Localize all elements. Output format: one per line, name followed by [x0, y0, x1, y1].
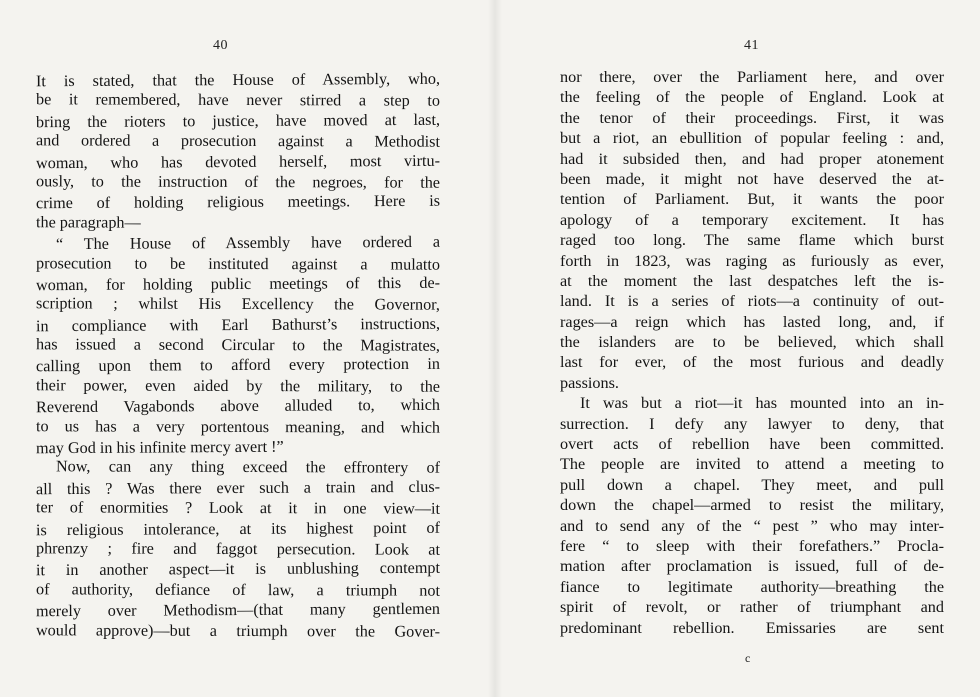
- text-line: ter of enormities ? Look at it in one view—it: [35, 498, 441, 518]
- text-line: fere “ to sleep with their forefathers.” Procla-: [560, 536, 944, 555]
- text-line: ously, to the instruction of the negroes, for the: [35, 172, 441, 192]
- text-line: It was but a riot—it has mounted into an in-: [580, 394, 944, 413]
- text-line: be it remembered, have never stirred a step to: [35, 90, 441, 111]
- text-line: all this ? Was there ever such a train and clus-: [35, 477, 441, 499]
- book-gutter: [488, 0, 502, 697]
- text-line: pull down a chapel. They meet, and pull: [560, 475, 944, 494]
- right-page-number: 41: [744, 38, 759, 53]
- text-line: bring the rioters to justice, have moved at last,: [35, 110, 441, 132]
- text-line: “ The House of Assembly have ordered a: [55, 232, 441, 254]
- text-line: and to send any of the “ pest ” who may inter-: [560, 516, 944, 535]
- signature-mark: c: [745, 651, 751, 665]
- text-line: passions.: [560, 373, 619, 392]
- text-line: surrection. I defy any lawyer to deny, that: [560, 414, 944, 433]
- left-page-text: [36, 70, 440, 641]
- text-line: would approve)—but a triumph over the Gover-: [35, 620, 441, 641]
- text-line: The people are invited to attend a meeting to: [560, 455, 944, 474]
- text-line: it in another aspect—it is unblushing contempt: [35, 559, 441, 580]
- text-line: It is stated, that the House of Assembly, who,: [35, 69, 441, 91]
- text-line: down the chapel—armed to resist the military,: [560, 496, 944, 515]
- text-line: crime of holding religious meetings. Here is: [35, 192, 441, 213]
- text-line: may God in his infinite mercy avert !”: [35, 437, 284, 458]
- text-line: nor there, over the Parliament here, and over: [560, 68, 944, 86]
- text-line: the feeling of the people of England. Look at: [560, 88, 944, 107]
- left-page: [36, 0, 440, 697]
- text-line: tention of Parliament. But, it wants the poor: [560, 190, 944, 209]
- text-line: overt acts of rebellion have been committed.: [560, 435, 944, 454]
- text-line: forth in 1823, was raging as furiously as ever,: [560, 251, 944, 270]
- text-line: but a riot, an ebullition of popular feeling : and,: [560, 129, 944, 148]
- text-line: Now, can any thing exceed the effrontery of: [55, 457, 441, 478]
- text-line: been made, it might not have deserved the at-: [560, 169, 944, 188]
- text-line: spirit of revolt, or rather of triumphant and: [560, 598, 944, 617]
- text-line: calling upon them to afford every protection in: [35, 355, 441, 376]
- text-line: had it subsided then, and had proper atonement: [560, 149, 944, 168]
- text-line: land. It is a series of riots—a continuity of out-: [560, 292, 944, 311]
- right-page: [560, 0, 944, 697]
- text-line: Reverend Vagabonds above alluded to, which: [35, 396, 441, 417]
- text-line: woman, who has devoted herself, most virtu-: [35, 151, 441, 172]
- text-line: the tenor of their proceedings. First, it was: [560, 108, 944, 127]
- right-page-text: [560, 67, 944, 638]
- text-line: raged too long. The same flame which burst: [560, 231, 944, 250]
- text-line: prosecution to be instituted against a mulatto: [35, 253, 441, 274]
- text-line: phrenzy ; fire and faggot persecution. Look at: [35, 539, 441, 559]
- text-line: last for ever, of the most furious and deadly: [560, 353, 944, 372]
- text-line: apology of a temporary excitement. It has: [560, 210, 944, 229]
- text-line: at the moment the last despatches left the is-: [560, 271, 944, 290]
- left-page-number: 40: [213, 38, 228, 53]
- text-line: to us has a very portentous meaning, and which: [35, 416, 441, 437]
- text-line: of authority, defiance of law, a triumph not: [35, 580, 441, 600]
- text-line: is religious intolerance, at its highest point of: [35, 518, 441, 539]
- text-line: rages—a reign which has lasted long, and, if: [560, 312, 944, 331]
- text-line: mation after proclamation is issued, full of de-: [560, 557, 944, 576]
- text-line: fiance to legitimate authority—breathing the: [560, 577, 944, 596]
- text-line: has issued a second Circular to the Magistrates,: [35, 335, 441, 355]
- text-line: in compliance with Earl Bathurst’s instructions,: [35, 314, 441, 335]
- text-line: the islanders are to be believed, which shall: [560, 333, 944, 352]
- text-line: and ordered a prosecution against a Methodist: [35, 131, 441, 151]
- text-line: scription ; whilst His Excellency the Governor,: [35, 294, 441, 315]
- text-line: woman, for holding public meetings of this de-: [35, 273, 441, 295]
- text-line: their power, even aided by the military, to the: [35, 376, 441, 396]
- text-line: predominant rebellion. Emissaries are sent: [560, 618, 944, 637]
- text-line: the paragraph—: [35, 213, 141, 232]
- text-line: merely over Methodism—(that many gentlemen: [35, 599, 441, 621]
